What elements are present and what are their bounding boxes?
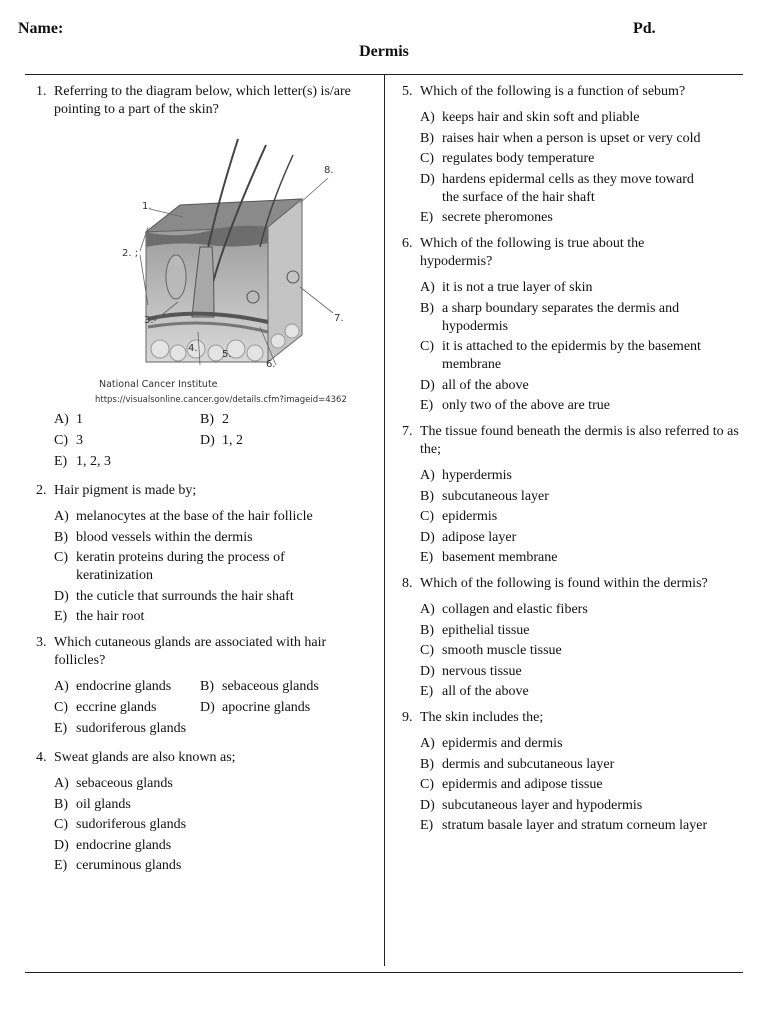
question-number: 1. [36, 84, 47, 99]
option-label: D) [200, 700, 215, 715]
question-number: 5. [402, 84, 413, 99]
question-number: 9. [402, 710, 413, 725]
answer-option: E) only two of the above are true [420, 398, 610, 413]
left-column [26, 83, 380, 878]
option-text: sebaceous glands [222, 679, 319, 694]
question-text: Hair pigment is made by; [54, 483, 197, 498]
question-number: 6. [402, 236, 413, 251]
figure-label-5: 5. [222, 349, 232, 360]
figure-credit: National Cancer Institute [99, 379, 218, 390]
name-label: Name: [18, 20, 64, 37]
answer-option: C) epidermis [420, 509, 498, 524]
question-8 [392, 575, 742, 593]
answer-option: C) it is attached to the epidermis by the basement membrane [420, 339, 701, 372]
answer-option: D) subcutaneous layer and hypodermis [420, 797, 643, 813]
answer-option: A) sebaceous glands [54, 776, 173, 791]
answer-option: E) the hair root [54, 609, 145, 624]
answer-option: B) epithelial tissue [420, 622, 530, 638]
option-text: endocrine glands [76, 679, 172, 694]
answer-option: A) epidermis and dermis [420, 736, 563, 751]
answer-option: E) basement membrane [420, 550, 558, 565]
option-text: apocrine glands [222, 700, 311, 715]
question-2 [26, 482, 380, 500]
q2-options [26, 508, 380, 626]
option-text: eccrine glands [76, 700, 157, 715]
question-6 [392, 235, 670, 271]
question-number: 3. [36, 635, 47, 650]
answer-option: A) hyperdermis [420, 468, 512, 483]
q5-options [392, 109, 742, 227]
question-number: 2. [36, 483, 47, 498]
figure-label-3: 3. [144, 315, 154, 326]
q6-options [392, 279, 742, 415]
answer-option: A) keeps hair and skin soft and pliable [420, 110, 640, 125]
option-text: 2 [222, 412, 229, 427]
question-7 [392, 423, 742, 459]
footer-rule [25, 972, 743, 973]
answer-option: E) secrete pheromones [420, 210, 553, 225]
option-label: B) [200, 412, 214, 427]
right-column [392, 83, 742, 838]
question-text: Which of the following is a function of sebum? [420, 84, 686, 99]
question-text: Which of the following is found within the dermis? [420, 576, 708, 591]
question-9 [392, 709, 742, 727]
answer-option: B) blood vessels within the dermis [54, 529, 253, 545]
answer-option: D) the cuticle that surrounds the hair shaft [54, 588, 294, 604]
answer-option: C) smooth muscle tissue [420, 643, 562, 658]
option-text: sudoriferous glands [76, 721, 187, 736]
option-label: C) [54, 433, 68, 448]
q3-options [26, 678, 380, 741]
q7-options [392, 467, 742, 567]
question-text: Which of the following is true about the hypodermis? [420, 236, 645, 269]
figure-credit-url: https://visualsonline.cancer.gov/details.cfm?imageid=4362 [95, 395, 347, 405]
answer-option: C) sudoriferous glands [54, 817, 187, 832]
question-1 [26, 83, 380, 119]
answer-option: B) a sharp boundary separates the dermis and hypodermis [420, 300, 680, 334]
answer-option: B) subcutaneous layer [420, 488, 549, 504]
option-text: 1 [76, 412, 83, 427]
question-3 [26, 634, 380, 670]
answer-option: E) stratum basale layer and stratum corneum layer [420, 818, 708, 833]
question-5 [392, 83, 742, 101]
answer-option: C) regulates body temperature [420, 151, 595, 166]
answer-option: B) raises hair when a person is upset or very cold [420, 130, 701, 146]
q8-options [392, 601, 742, 701]
answer-option: C) epidermis and adipose tissue [420, 777, 603, 792]
page-title: Dermis [359, 43, 409, 60]
option-label: E) [54, 454, 68, 469]
question-text: The tissue found beneath the dermis is also referred to as the; [420, 424, 739, 457]
answer-option: C) keratin proteins during the process of keratinization [54, 550, 285, 583]
answer-option: A) it is not a true layer of skin [420, 280, 593, 295]
option-label: E) [54, 721, 68, 736]
option-text: 3 [76, 433, 83, 448]
question-text: Sweat glands are also known as; [54, 750, 236, 765]
question-number: 4. [36, 750, 47, 765]
answer-option: A) melanocytes at the base of the hair follicle [54, 509, 313, 524]
figure-label-4: 4. [188, 343, 198, 354]
figure-label-7: 7. [334, 313, 344, 324]
q4-options [26, 775, 380, 875]
answer-option: E) all of the above [420, 684, 529, 699]
figure-label-6: 6. [266, 359, 276, 370]
question-text: The skin includes the; [420, 710, 544, 725]
period-label: Pd. [633, 20, 656, 37]
question-text: Which cutaneous glands are associated with hair follicles? [54, 635, 327, 668]
question-4 [26, 749, 380, 767]
skin-cross-section-illustration [88, 127, 388, 405]
question-number: 8. [402, 576, 413, 591]
answer-option: A) collagen and elastic fibers [420, 602, 588, 617]
figure-label-1: 1. [142, 201, 152, 212]
option-text: 1, 2 [222, 433, 243, 448]
option-label: B) [200, 679, 214, 694]
q9-options [392, 735, 742, 835]
question-number: 7. [402, 424, 413, 439]
option-label: A) [54, 679, 69, 694]
answer-option: E) ceruminous glands [54, 858, 182, 873]
answer-option: D) all of the above [420, 377, 529, 393]
option-label: A) [54, 412, 69, 427]
option-label: D) [200, 433, 215, 448]
option-label: C) [54, 700, 68, 715]
answer-option: D) endocrine glands [54, 837, 172, 853]
answer-option: B) dermis and subcutaneous layer [420, 756, 615, 772]
q1-options [26, 411, 380, 474]
answer-option: B) oil glands [54, 796, 131, 812]
skin-diagram [88, 127, 388, 405]
question-text: Referring to the diagram below, which letter(s) is/are pointing to a part of the skin? [54, 84, 351, 117]
answer-option: D) hardens epidermal cells as they move toward the surface of the hair shaft [420, 171, 694, 205]
figure-label-2: 2. ; [122, 248, 139, 259]
answer-option: D) nervous tissue [420, 663, 522, 679]
answer-option: D) adipose layer [420, 529, 517, 545]
option-text: 1, 2, 3 [76, 454, 111, 469]
figure-label-8: 8. [324, 165, 334, 176]
